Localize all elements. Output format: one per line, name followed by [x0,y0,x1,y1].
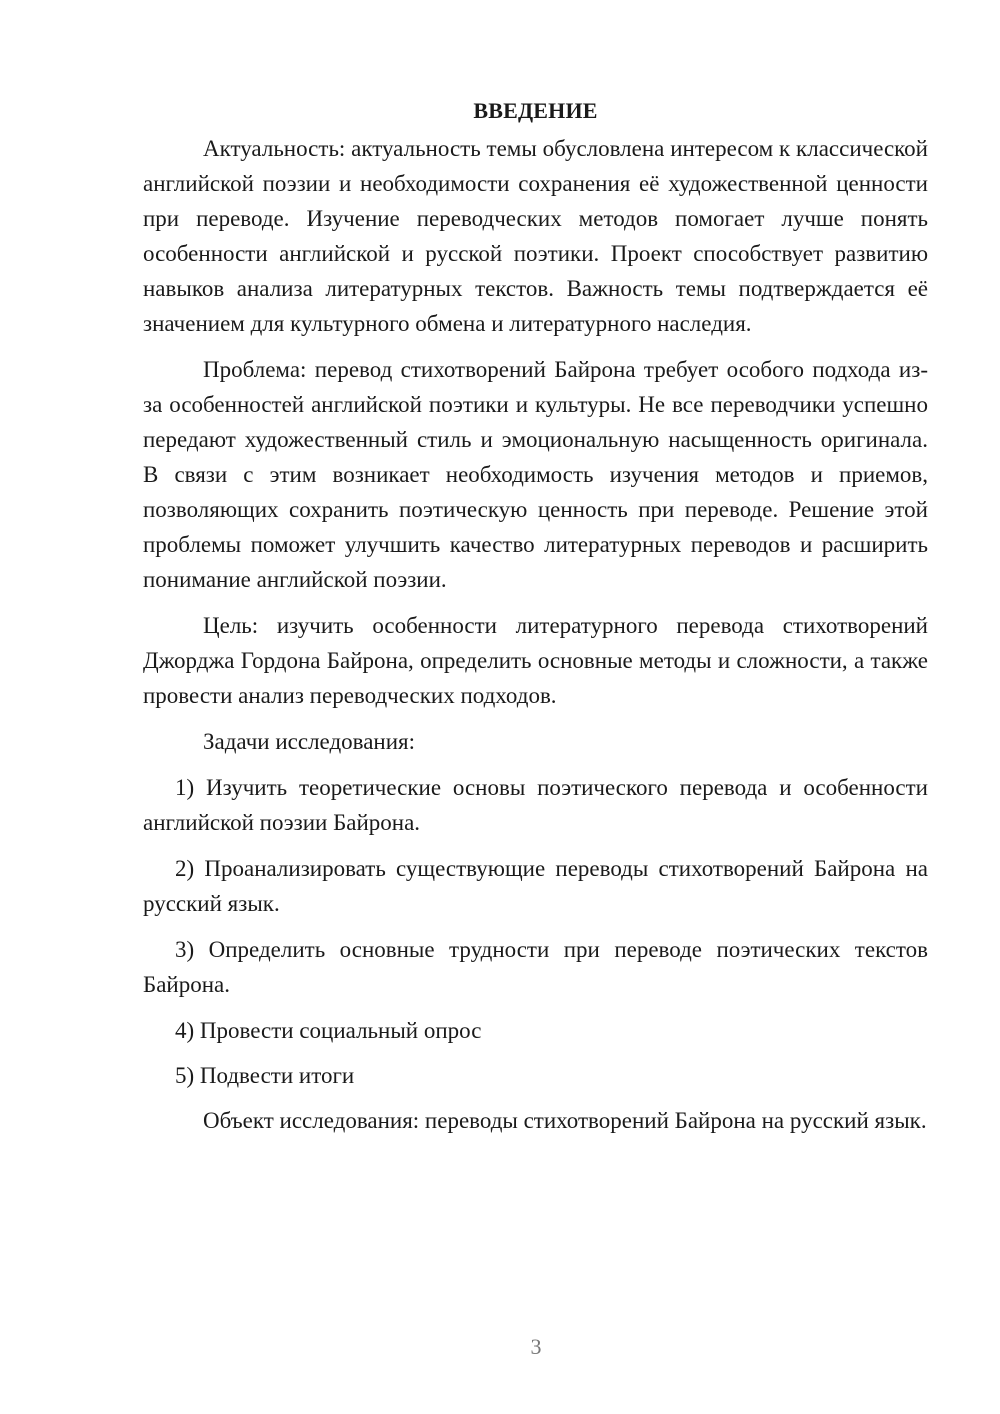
object-paragraph: Объект исследования: переводы стихотворений Байрона на русский язык. [203,1108,927,1133]
task-item-5: 5) Подвести итоги [175,1063,355,1088]
task-item-1: 1) Изучить теоретические основы поэтического перевода и особенности английской поэзии Байрона. [143,775,928,835]
task-item-4: 4) Провести социальный опрос [175,1018,482,1043]
document-content [143,95,928,1149]
task-item-3: 3) Определить основные трудности при переводе поэтических текстов Байрона. [143,937,928,997]
section-title: ВВЕДЕНИЕ [473,98,598,123]
problem-paragraph: Проблема: перевод стихотворений Байрона требует особого подхода из-за особенностей английской поэтики и культуры. Не все переводчики успешно передают художественный стиль и эмоциональную насыщенность оригинала. В связи с этим возникает необходимость изучения методов и приемов, позволяющих сохранить поэтическую ценность при переводе. Решение этой проблемы поможет улучшить качество литературных переводов и расширить понимание английской поэзии. [143,357,928,592]
task-item-2: 2) Проанализировать существующие переводы стихотворений Байрона на русский язык. [143,856,928,916]
tasks-heading: Задачи исследования: [203,729,416,754]
goal-paragraph: Цель: изучить особенности литературного перевода стихотворений Джорджа Гордона Байрона, определить основные методы и сложности, а также провести анализ переводческих подходов. [143,613,928,708]
relevance-paragraph: Актуальность: актуальность темы обусловлена интересом к классической английской поэзии и необходимости сохранения её художественной ценности при переводе. Изучение переводческих методов помогает лучше понять особенности английской и русской поэтики. Проект способствует развитию навыков анализа литературных текстов. Важность темы подтверждается её значением для культурного обмена и литературного наследия. [143,136,928,336]
page-number: 3 [530,1334,542,1359]
